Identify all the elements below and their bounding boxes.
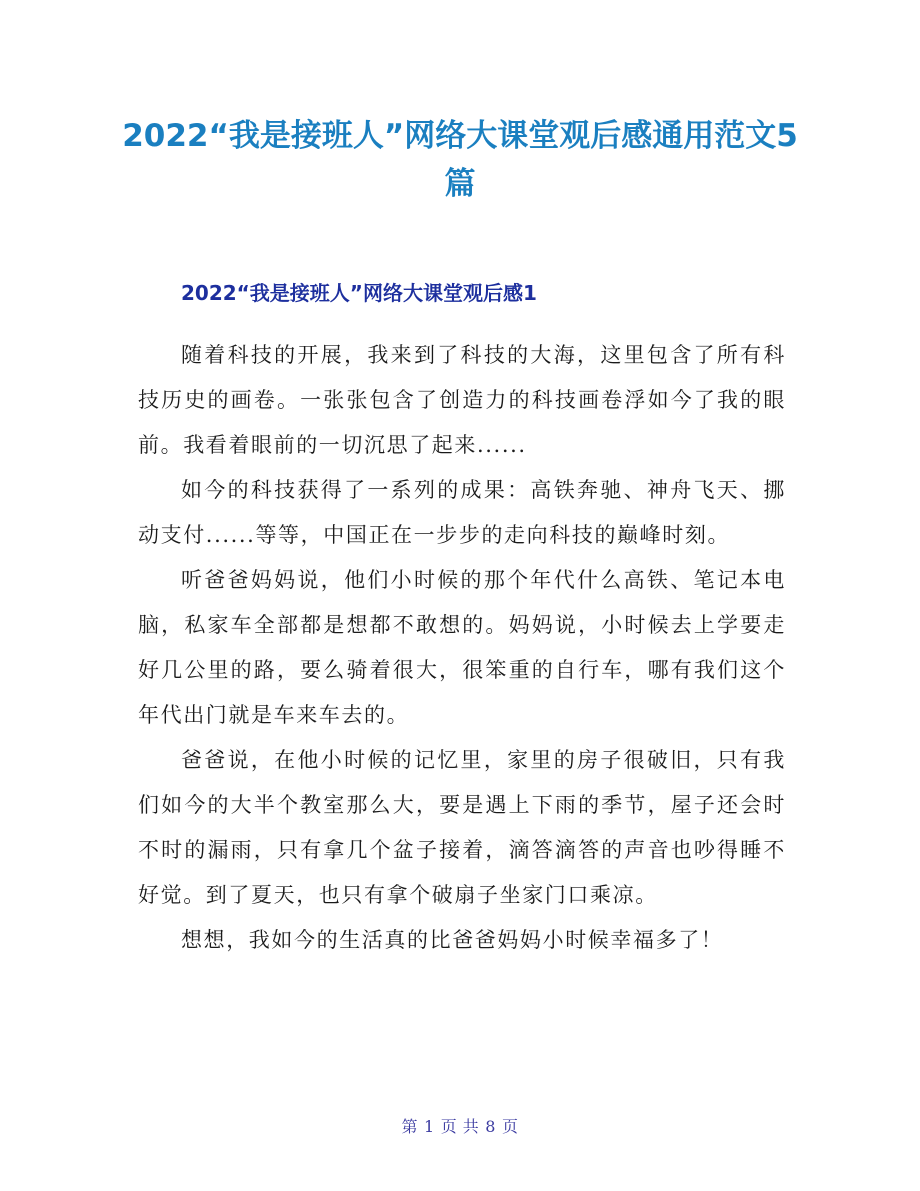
total-pages-number: 8 [485, 1117, 496, 1136]
page-label-suffix: 页 [501, 1117, 519, 1136]
page-footer [0, 1114, 920, 1137]
page-label-mid: 页 共 [440, 1117, 480, 1136]
paragraph-4: 爸爸说，在他小时候的记忆里，家里的房子很破旧，只有我们如今的大半个教室那么大，要是遇上下雨的季节，屋子还会时不时的漏雨，只有拿几个盆子接着，滴答滴答的声音也吵得睡不好觉。到了夏天，也只有拿个破扇子坐家门口乘凉。 [138, 748, 786, 907]
page-label-prefix: 第 [401, 1117, 419, 1136]
section-heading: 2022“我是接班人”网络大课堂观后感1 [181, 281, 537, 305]
document-body [138, 333, 786, 963]
document-title: 2022“我是接班人”网络大课堂观后感通用范文5篇 [122, 118, 798, 202]
paragraph-3: 听爸爸妈妈说，他们小时候的那个年代什么高铁、笔记本电脑，私家车全部都是想都不敢想的。妈妈说，小时候去上学要走好几公里的路，要么骑着很大，很笨重的自行车，哪有我们这个年代出门就是车来车去的。 [138, 568, 786, 727]
current-page-number: 1 [424, 1117, 435, 1136]
paragraph-1: 随着科技的开展，我来到了科技的大海，这里包含了所有科技历史的画卷。一张张包含了创造力的科技画卷浮如今了我的眼前。我看着眼前的一切沉思了起来...... [138, 343, 786, 457]
paragraph-5: 想想，我如今的生活真的比爸爸妈妈小时候幸福多了！ [181, 928, 724, 952]
paragraph-2: 如今的科技获得了一系列的成果：高铁奔驰、神舟飞天、挪动支付......等等，中国正在一步步的走向科技的巅峰时刻。 [138, 478, 786, 547]
